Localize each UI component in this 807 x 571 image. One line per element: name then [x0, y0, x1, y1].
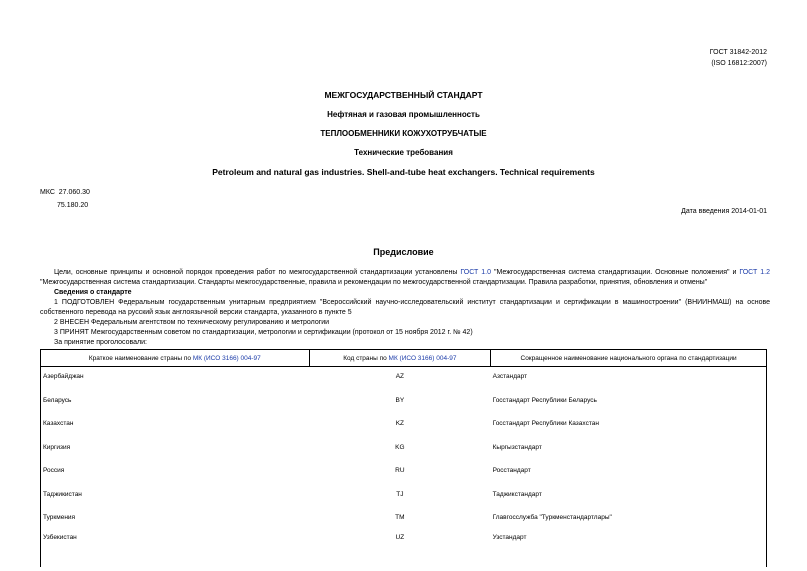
code-cell: BY — [395, 396, 405, 404]
mk-3166-link[interactable]: МК (ИСО 3166) 004-97 — [192, 354, 261, 362]
paragraph-text: "Межгосударственная система стандартизации. Стандарты межгосударственные, правила и рекомендации по межгосударственной стандартизации. Правила разработки, принятия, обновления и отмены" — [40, 279, 708, 286]
code-cell: AZ — [395, 373, 405, 380]
mks-code-2: 75.180.20 — [57, 202, 89, 209]
standard-type-title: МЕЖГОСУДАРСТВЕННЫЙ СТАНДАРТ — [324, 90, 483, 100]
country-cell: Узбекистан — [41, 534, 310, 544]
table-header-row — [41, 350, 767, 367]
paragraph-text: "Межгосударственная система стандартизации. Основные положения" и — [491, 269, 740, 276]
mks-codes — [40, 186, 90, 212]
document-header — [710, 47, 767, 69]
country-cell: Киргизия — [41, 440, 310, 464]
gost-1-0-link[interactable]: ГОСТ 1.0 — [460, 269, 492, 276]
code-cell: KG — [395, 443, 405, 451]
english-title: Petroleum and natural gas industries. Shell-and-tube heat exchangers. Technical requirements — [212, 167, 595, 177]
body-cell: Главгосслужба "Туркменстандартлары" — [491, 510, 767, 534]
body-cell: Росстандарт — [491, 463, 767, 487]
col-code-header — [309, 350, 491, 367]
table-row — [41, 463, 767, 487]
body-cell: Госстандарт Республики Казахстан — [491, 416, 767, 440]
body-cell — [491, 544, 767, 568]
mks-label: МКС — [40, 189, 55, 196]
paragraph-text: Цели, основные принципы и основной порядок проведения работ по межгосударственной стандартизации установлены — [54, 269, 461, 276]
subtitle: Технические требования — [354, 148, 453, 157]
code-cell: UZ — [395, 533, 405, 541]
country-cell: Россия — [41, 463, 310, 487]
table-row — [41, 416, 767, 440]
code-cell: KZ — [395, 420, 405, 427]
table-row — [41, 510, 767, 534]
country-cell: Туркмения — [41, 510, 310, 534]
col-body-header: Сокращенное наименование национального органа по стандартизации — [491, 350, 767, 367]
table-row — [41, 487, 767, 511]
code-cell: TJ — [396, 490, 404, 498]
col-country-header — [41, 350, 310, 367]
item-submitted: 2 ВНЕСЕН Федеральным агентством по техническому регулированию и метрологии — [54, 319, 330, 326]
iso-ref: (ISO 16812:2007) — [711, 60, 767, 67]
table-row-blank — [41, 544, 767, 568]
country-cell: Таджикистан — [41, 487, 310, 511]
intro-date: Дата введения 2014-01-01 — [681, 208, 767, 215]
country-cell: Азербайджан — [41, 367, 310, 393]
item-prepared: 1 ПОДГОТОВЛЕН Федеральным государственным унитарным предприятием "Всероссийский научно-исследовательский институт стандартизации и сертификации в машиностроении" (ВНИИНМАШ) на основе собственного перевода на русский язык англоязычной версии стандарта, указанного в пункте 5 — [40, 299, 770, 316]
country-cell — [41, 544, 310, 568]
foreword-heading: Предисловие — [373, 247, 434, 257]
body-cell: Азстандарт — [491, 367, 767, 393]
header-text: Код страны по — [343, 354, 389, 362]
voted-label: За принятие проголосовали: — [54, 339, 147, 346]
body-cell: Узстандарт — [491, 534, 767, 544]
foreword-body — [40, 268, 770, 348]
gost-1-2-link[interactable]: ГОСТ 1.2 — [739, 269, 770, 276]
header-text: Краткое наименование страны по — [88, 354, 193, 362]
country-cell: Казахстан — [41, 416, 310, 440]
mk-3166-link[interactable]: МК (ИСО 3166) 004-97 — [388, 354, 457, 362]
country-cell: Беларусь — [41, 393, 310, 417]
code-cell — [309, 544, 491, 568]
code-cell: TM — [395, 514, 405, 521]
subject-title: ТЕПЛООБМЕННИКИ КОЖУХОТРУБЧАТЫЕ — [320, 129, 487, 138]
info-heading: Сведения о стандарте — [54, 289, 132, 296]
item-adopted: 3 ПРИНЯТ Межгосударственным советом по стандартизации, метрологии и сертификации (протокол от 15 ноября 2012 г. № 42) — [54, 329, 473, 336]
body-cell: Кыргызстандарт — [491, 440, 767, 464]
table-row — [41, 534, 767, 544]
doc-id: ГОСТ 31842-2012 — [709, 49, 767, 56]
code-cell: RU — [395, 467, 405, 474]
table-row — [41, 367, 767, 393]
table-row — [41, 440, 767, 464]
body-cell: Таджикстандарт — [491, 487, 767, 511]
table-row — [41, 393, 767, 417]
mks-code-1: 27.060.30 — [58, 189, 90, 196]
paragraph-goals — [40, 268, 770, 288]
body-cell: Госстандарт Республики Беларусь — [491, 393, 767, 417]
voting-table — [40, 349, 767, 567]
industry-title: Нефтяная и газовая промышленность — [327, 110, 480, 119]
